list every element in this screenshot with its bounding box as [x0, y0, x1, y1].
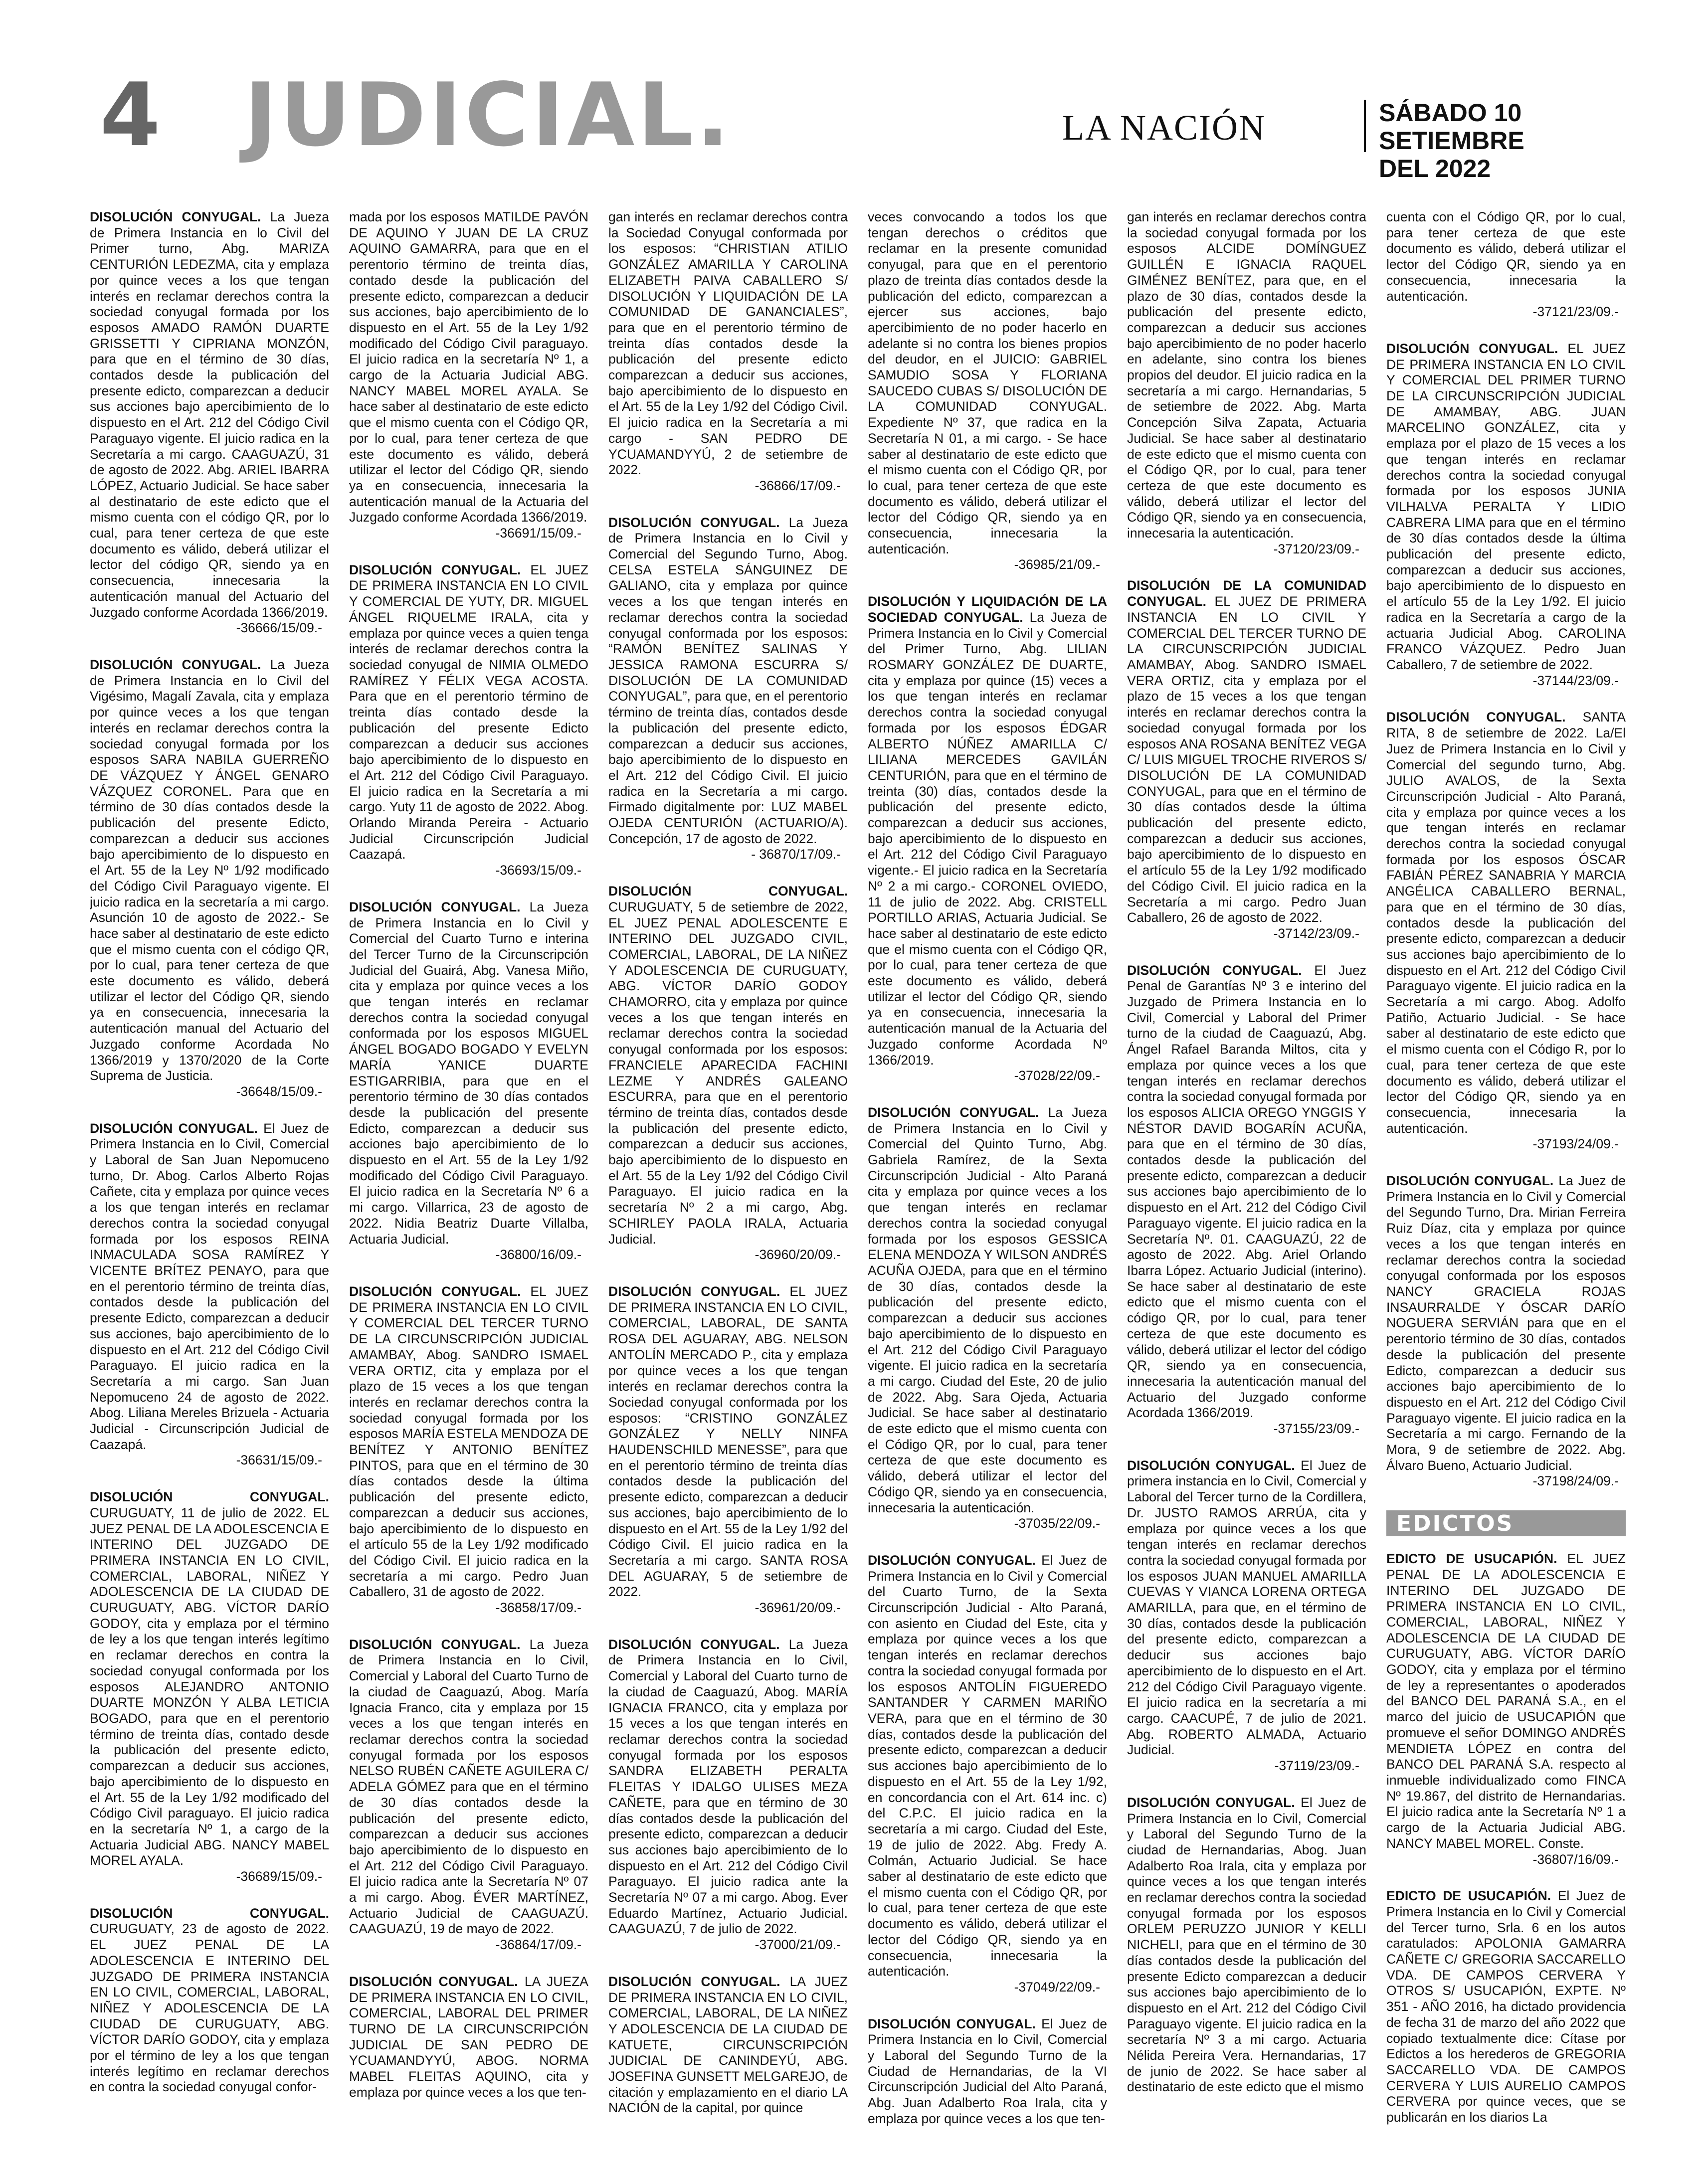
notice-title: DISOLUCIÓN CONYUGAL.	[1386, 710, 1566, 725]
notice-body: La Jueza de Primera Instancia en lo Civil y Comercial del Segundo Turno, Abog. CELSA ESTELA SÁNGUINEZ DE GALIANO, cita y emplaza por quince veces a los que tengan interés en reclamar derechos contra la sociedad conyugal conformada por los esposos: “RAMÓN BENÍTEZ SALINAS Y JESSICA RAMONA ESCURRA S/ DISOLUCIÓN DE LA COMUNIDAD CONYUGAL”, para que, en el perentorio término de treinta días, contados desde la publicación del presente edicto, comparezcan a deducir sus acciones, bajo apercibimiento de lo dispuesto en el Art. 212 del Código Civil. El juicio radica en la Secretaría a mi cargo. Firmado digitalmente por: LUZ MABEL OJEDA CENTURIÓN (ACTUARIO/A). Concepción, 17 de agosto de 2022.	[608, 515, 848, 846]
notice-body: La Jueza de Primera Instancia en lo Civil y Comercial del Cuarto Turno e interina del Tercer Turno de la Circunscripción Judicial del Guairá, Abg. Vanesa Miño, cita y emplaza por quince veces a los que tengan interés en reclamar derechos contra la sociedad conyugal conformada por los esposos MIGUEL ÁNGEL BOGADO BOGADO Y EVELYN MARÍA YANICE DUARTE ESTIGARRIBIA, para que en el perentorio término de 30 días contados desde la publicación del presente Edicto, comparezcan a deducir sus acciones bajo apercibimiento de lo dispuesto en el Art. 55 de la Ley 1/92 modificado del Código Civil Paraguayo. El juicio radica en la Secretaría Nº 6 a mi cargo. Villarrica, 23 de agosto de 2022. Nidia Beatriz Duarte Villalba, Actuaria Judicial.	[349, 899, 588, 1247]
notice-code: -36960/20/09.-	[755, 1247, 841, 1263]
legal-notice	[608, 1637, 848, 1953]
header-divider	[1364, 100, 1366, 152]
notice-code: -37119/23/09.-	[1274, 1758, 1359, 1774]
legal-notice	[90, 209, 329, 636]
notice-title: DISOLUCIÓN CONYUGAL.	[608, 1974, 780, 1989]
notice-title: DISOLUCIÓN CONYUGAL.	[1127, 962, 1302, 978]
legal-notice	[1386, 209, 1626, 320]
notice-code: -36693/15/09.-	[495, 863, 581, 878]
notice-code: -36807/16/09.-	[1532, 1851, 1619, 1867]
notice-title: DISOLUCIÓN CONYUGAL.	[1386, 341, 1558, 356]
legal-notice	[608, 209, 848, 494]
legal-notice	[349, 1637, 588, 1953]
notice-body: El Juez de Primera Instancia en lo Civil y Comercial del Tercer turno, Srla. 6 en los autos caratulados: APOLONIA GAMARRA CAÑETE C/ GREGORIA SACCARELLO VDA. DE CAMPOS CERVERA Y OTROS S/ USUCAPIÓN, EXPTE. Nº 351 - AÑO 2016, ha dictado providencia de fecha 31 de marzo del año 2022 que copiado textualmente dice: Cítase por Edictos a los herederos de GREGORIA SACCARELLO VDA. DE CAMPOS CERVERA Y LUIS AURELIO CAMPOS CERVERA por quince veces, que se publicarán en los diarios La	[1386, 1888, 1626, 2125]
notice-code: -36666/15/09.-	[236, 620, 322, 636]
notice-code: -37155/23/09.-	[1273, 1421, 1359, 1437]
notice-title: DISOLUCIÓN CONYUGAL.	[868, 1104, 1039, 1120]
notice-title: DISOLUCIÓN CONYUGAL.	[1127, 1795, 1295, 1810]
notice-title: DISOLUCIÓN CONYUGAL.	[90, 1905, 329, 1921]
notice-title: DISOLUCIÓN CONYUGAL.	[90, 1489, 329, 1505]
notice-body: La Jueza de Primera Instancia en lo Civil y Comercial del Primer Turno, Abg. LILIAN ROSMARY GONZÁLEZ DE DUARTE, cita y emplaza por quince (15) veces a los que tengan interés en reclamar derechos contra la sociedad conyugal formada por los esposos ÉDGAR ALBERTO NÚÑEZ AMARILLA C/ LILIANA MERCEDES GAVILÁN CENTURIÓN, para que en el término de treinta (30) días, contados desde la publicación del presente edicto, comparezcan a deducir sus acciones, bajo apercibimiento de lo dispuesto en el Art. 212 del Código Civil Paraguayo vigente.- El juicio radica en la Secretaría Nº 2 a mi cargo.- CORONEL OVIEDO, 11 de julio de 2022. Abg. CRISTELL PORTILLO ARIAS, Actuaria Judicial. Se hace saber al destinatario de este edicto que el mismo cuenta con el Código QR, por lo cual, para tener certeza de que este documento es válido, deberá utilizar el lector del Código QR, siendo ya en consecuencia, innecesaria la autenticación manual de la Actuaria del Juzgado conforme Acordada Nº 1366/2019.	[868, 609, 1107, 1068]
notice-body: CURUGUATY, 23 de agosto de 2022. EL JUEZ PENAL DE LA ADOLESCENCIA E INTERINO DEL JUZGADO DE PRIMERA INSTANCIA EN LO CIVIL, COMERCIAL, LABORAL, NIÑEZ Y ADOLESCENCIA DE LA CIUDAD DE CURUGUATY, ABG. VÍCTOR DARÍO GODOY, cita y emplaza por el término de ley a los que tengan interés legítimo en reclamar derechos en contra la sociedad conyugal confor-	[90, 1921, 329, 2095]
legal-notice	[868, 594, 1107, 1084]
notice-code: -36858/17/09.-	[495, 1600, 581, 1616]
notice-title: DISOLUCIÓN CONYUGAL.	[1127, 1457, 1295, 1473]
notice-body: veces convocando a todos los que tengan derechos o créditos que reclamar en la presente comunidad conyugal, para que en el perentorio plazo de treinta días contados desde la publicación del edicto, comparezcan a ejercer sus acciones, bajo apercibimiento de no poder hacerlo en adelante si no contra los bienes propios del deudor, en el JUICIO: GABRIEL SAMUDIO SOSA Y FLORIANA SAUCEDO CUBAS S/ DISOLUCIÓN DE LA COMUNIDAD CONYUGAL. Expediente Nº 37, que radica en la Secretaría N 01, a mi cargo. - Se hace saber al destinatario de este edicto que el mismo cuenta con el Código QR, por lo cual, para tener certeza de que este documento es válido, deberá utilizar el lector del Código QR, siendo ya en consecuencia, innecesaria la autenticación.	[868, 209, 1107, 556]
section-title: JUDICIAL.	[244, 65, 733, 166]
legal-notice	[90, 657, 329, 1100]
notice-body: El Juez Penal de Garantías Nº 3 e interino del Juzgado de Primera Instancia en lo Civil, Comercial y Laboral del Primer turno de la ciudad de Caaguazú, Abg. Ángel Rafael Baranda Miltos, cita y emplaza por quince veces a los que tengan interés en reclamar derechos contra la sociedad conyugal formada por los esposos ALICIA OREGO YNGGIS Y NÉSTOR DAVID BOGARÍN ACUÑA, para que en el término de 30 días, contados desde la publicación del presente edicto, comparezcan a deducir sus acciones bajo apercibimiento de lo dispuesto en el Art. 212 del Código Civil Paraguayo vigente. El juicio radica en la Secretaría Nº. 01. CAAGUAZÚ, 22 de agosto de 2022. Abg. Ariel Orlando Ibarra López. Actuario Judicial (interino). Se hace saber al destinatario de este edicto que el mismo cuenta con el código QR, por lo cual, para tener certeza de que este documento es válido, deberá utilizar el lector del código QR, siendo ya en consecuencia, innecesaria la autenticación manual del Actuario del Juzgado conforme Acordada 1366/2019.	[1127, 962, 1366, 1421]
legal-notice	[1127, 209, 1366, 557]
notice-title: DISOLUCIÓN CONYUGAL.	[90, 657, 261, 672]
notice-code: - 36870/17/09.-	[751, 847, 841, 862]
column-3	[608, 209, 848, 2139]
notice-body: gan interés en reclamar derechos contra la sociedad conyugal formada por los esposos ALCIDE DOMÍNGUEZ GUILLÉN E IGNACIA RAQUEL GIMÉNEZ BENÍTEZ, para que, en el plazo de 30 días, contados desde la publicación del presente edicto, comparezcan a deducir sus acciones bajo apercibimiento de no poder hacerlo en adelante, sino contra los bienes propios del deudor. El juicio radica en la secretaría a mi cargo. Hernandarias, 5 de setiembre de 2022. Abg. Marta Concepción Silva Zapata, Actuaria Judicial. Se hace saber al destinatario de este edicto que el mismo cuenta con el Código QR, por lo cual, para tener certeza de que este documento es válido, deberá utilizar el lector del Código QR, siendo ya en consecuencia, innecesaria la autenticación.	[1127, 209, 1366, 541]
notice-code: -37198/24/09.-	[1532, 1473, 1619, 1489]
column-1	[90, 209, 329, 2139]
column-2	[349, 209, 588, 2139]
notice-code: -37049/22/09.-	[1014, 1979, 1100, 1995]
notice-title: DISOLUCIÓN CONYUGAL.	[868, 2016, 1036, 2031]
notice-code: -37121/23/09.-	[1532, 304, 1619, 320]
page-number: 4	[100, 65, 161, 166]
legal-notice	[1386, 1173, 1626, 1489]
notice-title: DISOLUCIÓN Y LIQUIDACIÓN DE LA SOCIEDAD CONYUGAL.	[868, 594, 1107, 625]
notice-code: -36961/20/09.-	[755, 1600, 841, 1616]
notice-title: DISOLUCIÓN CONYUGAL.	[90, 1120, 258, 1136]
notice-code: -36866/17/09.-	[755, 478, 841, 493]
dateline	[1379, 99, 1536, 182]
legal-notice	[349, 900, 588, 1263]
notice-body: El Juez de Primera Instancia en lo Civil, Comercial y Laboral de San Juan Nepomuceno turno, Dr. Abog. Carlos Alberto Rojas Cañete, cita y emplaza por quince veces a los que tengan interés en reclamar derechos contra la sociedad conyugal formada por los esposos REINA INMACULADA SOSA RAMÍREZ Y VICENTE BRÍTEZ PENAYO, para que en el perentorio término de treinta días, contados desde la publicación del presente Edicto, comparezcan a deducir sus acciones, bajo apercibimiento de lo dispuesto en el Art. 212 del Código Civil Paraguayo. El juicio radica en la Secretaría a mi cargo. San Juan Nepomuceno 24 de agosto de 2022. Abog. Liliana Mereles Brizuela - Actuaria Judicial - Circunscripción Judicial de Caazapá.	[90, 1120, 329, 1452]
notice-body: CURUGUATY, 5 de setiembre de 2022, EL JUEZ PENAL ADOLESCENTE E INTERINO DEL JUZGADO CIVIL, COMERCIAL, LABORAL, DE LA NIÑEZ Y ADOLESCENCIA DE CURUGUATY, ABG. VÍCTOR DARÍO GODOY CHAMORRO, cita y emplaza por quince veces a los que tengan interés en reclamar derechos contra la sociedad conyugal conformada por los esposos: FRANCIELE APARECIDA FACHINI LEZME Y ANDRÉS GALEANO ESCURRA, para que en el perentorio término de treinta días, contados desde la publicación del presente edicto, comparezcan a deducir sus acciones, bajo apercibimiento de lo dispuesto en el Art. 55 de la Ley 1/92 del Código Civil Paraguayo. El juicio radica en la secretaría Nº 2 a mi cargo, Abg. SCHIRLEY PAOLA IRALA, Actuaria Judicial.	[608, 899, 848, 1247]
legal-notice	[1127, 963, 1366, 1437]
notice-body: EL JUEZ PENAL DE LA ADOLESCENCIA E INTERINO DEL JUZGADO DE PRIMERA INSTANCIA EN LO CIVIL, COMERCIAL, LABORAL, NIÑEZ Y ADOLESCENCIA DE LA CIUDAD DE CURUGUATY, ABG. VÍCTOR DARÍO GODOY, cita y emplaza por el término de ley a representantes o apoderados del BANCO DEL PARANÁ S.A., en el marco del juicio de USUCAPIÓN que promueve el señor DOMINGO ANDRÉS MENDIETA LÓPEZ en contra del BANCO DEL PARANÁ S.A. respecto al inmueble individualizado como FINCA Nº 19.867, del distrito de Hernandarias. El juicio radica ante la Secretaría Nº 1 a cargo de la Actuaria Judicial ABG. NANCY MABEL MOREL. Conste.	[1386, 1551, 1626, 1851]
notice-body: LA JUEZ DE PRIMERA INSTANCIA EN LO CIVIL, COMERCIAL, LABORAL, DE LA NIÑEZ Y ADOLESCENCIA DE LA CIUDAD DE KATUETE, CIRCUNSCRIPCIÓN JUDICIAL DE CANINDEYÚ, ABG. JOSEFINA GUNSETT MELGAREJO, de citación y emplazamiento en el diario LA NACIÓN de la capital, por quince	[608, 1974, 848, 2116]
notice-body: EL JUEZ DE PRIMERA INSTANCIA EN LO CIVIL Y COMERCIAL DE YUTY, DR. MIGUEL ÁNGEL RIQUELME IRALA, cita y emplaza por quince veces a quien tenga interés de reclamar derechos contra la sociedad conyugal de NIMIA OLMEDO RAMÍREZ Y FÉLIX VEGA ACOSTA. Para que en el perentorio término de treinta días contado desde la publicación del presente Edicto comparezcan a deducir sus acciones bajo apercibimiento de lo dispuesto en el Art. 212 del Código Civil Paraguayo. El juicio radica en la Secretaría a mi cargo. Yuty 11 de agosto de 2022. Abog. Orlando Miranda Pereira - Actuario Judicial Circunscripción Judicial Caazapá.	[349, 562, 588, 862]
legal-notice	[1386, 341, 1626, 689]
column-6	[1386, 209, 1626, 2139]
notice-title: DISOLUCIÓN CONYUGAL.	[349, 1974, 518, 1989]
legal-notice	[349, 1974, 588, 2101]
notice-body: gan interés en reclamar derechos contra la Sociedad Conyugal conformada por los esposos: “CHRISTIAN ATILIO GONZÁLEZ AMARILLA Y CAROLINA ELIZABETH PAIVA CABALLERO S/ DISOLUCIÓN Y LIQUIDACIÓN DE LA COMUNIDAD DE GANANCIALES”, para que en el perentorio término de treinta días contados desde la publicación del presente edicto comparezcan a deducir sus acciones, bajo apercibimiento de lo dispuesto en el Art. 55 de la Ley 1/92 del Código Civil. El juicio radica en la Secretaría a mi cargo - SAN PEDRO DE YCUAMANDYYÚ, 2 de setiembre de 2022.	[608, 209, 848, 478]
legal-notice	[1127, 1795, 1366, 2095]
notice-code: -37000/21/09.-	[755, 1937, 841, 1953]
legal-notice	[90, 1489, 329, 1885]
legal-notice	[349, 209, 588, 542]
notice-body: mada por los esposos MATILDE PAVÓN DE AQUINO Y JUAN DE LA CRUZ AQUINO GAMARRA, para que en el perentorio término de treinta días, contado desde la publicación del presente edicto, comparezcan a deducir sus acciones, bajo apercibimiento de lo dispuesto en el Art. 55 de la Ley 1/92 modificado del Código Civil paraguayo. El juicio radica en la secretaría Nº 1, a cargo de la Actuaria Judicial ABG. NANCY MABEL MOREL AYALA. Se hace saber al destinatario de este edicto que el mismo cuenta con el Código QR, por lo cual, para tener certeza de que este documento es válido, deberá utilizar el lector del Código QR, siendo ya en consecuencia, innecesaria la autenticación manual de la Actuaria del Juzgado conforme Acordada 1366/2019.	[349, 209, 588, 525]
notice-title: DISOLUCIÓN CONYUGAL.	[608, 515, 780, 530]
notice-body: La Jueza de Primera Instancia en lo Civil y Comercial del Quinto Turno, Abg. Gabriela Ramírez, de la Sexta Circunscripción Judicial - Alto Paraná cita y emplaza por quince veces a los que tengan interés en reclamar derechos contra la sociedad conyugal formada por los esposos GESSICA ELENA MENDOZA Y WILSON ANDRÉS ACUÑA OJEDA, para que en el término de 30 días, contados desde la publicación del presente edicto, comparezcan a deducir sus acciones bajo apercibimiento de lo dispuesto en el Art. 212 del Código Civil Paraguayo vigente. El juicio radica en la secretaría a mi cargo. Ciudad del Este, 20 de julio de 2022. Abg. Sara Ojeda, Actuaria Judicial. Se hace saber al destinatario de este edicto que el mismo cuenta con el Código QR, por lo cual, para tener certeza de que este documento es válido, deberá utilizar el lector del Código QR, siendo ya en consecuencia, innecesaria la autenticación.	[868, 1104, 1107, 1515]
notice-code: -37193/24/09.-	[1532, 1136, 1619, 1152]
section-bar-edictos: EDICTOS	[1386, 1510, 1626, 1536]
masthead	[90, 65, 1536, 182]
legal-notice	[608, 1974, 848, 2116]
notice-code: -36985/21/09.-	[1014, 557, 1100, 572]
notice-title: DISOLUCIÓN CONYUGAL.	[90, 209, 261, 224]
notice-title: EDICTO DE USUCAPIÓN.	[1386, 1551, 1557, 1567]
notice-body: El Juez de Primera Instancia en lo Civil y Comercial del Cuarto Turno, de la Sexta Circunscripción Judicial - Alto Paraná, con asiento en Ciudad del Este, cita y emplaza por quince veces a los que tengan interés en reclamar derechos contra la sociedad conyugal formada por los esposos ANTOLÍN FIGUEREDO SANTANDER Y CARMEN MARIÑO VERA, para que en el término de 30 días, contados desde la publicación del presente edicto, comparezcan a deducir sus acciones bajo apercibimiento de lo dispuesto en el Art. 55 de la Ley 1/92, en concordancia con el Art. 614 inc. c) del C.P.C. El juicio radica en la secretaría a mi cargo. Ciudad del Este, 19 de julio de 2022. Abg. Fredy A. Colmán, Actuario Judicial. Se hace saber al destinatario de este edicto que el mismo cuenta con el Código QR, por lo cual, para tener certeza de que este documento es válido, deberá utilizar el lector del Código QR, siendo ya en consecuencia, innecesaria la autenticación.	[868, 1552, 1107, 1979]
notice-body: La Jueza de Primera Instancia en lo Civil del Vigésimo, Magalí Zavala, cita y emplaza por quince veces a los que tengan interés en reclamar derechos contra la sociedad conyugal formada por los esposos SARA NABILA GUERREÑO DE VÁZQUEZ Y ÁNGEL GENARO VÁZQUEZ CORONEL. Para que en término de 30 días contados desde la publicación del presente Edicto, comparezcan a deducir sus acciones bajo apercibimiento de lo dispuesto en el Art. 55 de la Ley Nº 1/92 modificado del Código Civil Paraguayo vigente. El juicio radica en la secretaría a mi cargo. Asunción 10 de agosto de 2022.- Se hace saber al destinatario de este edicto que el mismo cuenta con el código QR, por lo cual, para tener certeza de que este documento es válido, deberá utilizar el lector del Código QR, siendo ya en consecuencia, innecesaria la autenticación manual del Actuario del Juzgado conforme Acordada No 1366/2019 y 1370/2020 de la Corte Suprema de Justicia.	[90, 657, 329, 1084]
notice-title: DISOLUCIÓN CONYUGAL.	[349, 1636, 521, 1652]
notice-body: El Juez de primera instancia en lo Civil, Comercial y Laboral del Tercer turno de la Cordillera, Dr. JUSTO RAMOS ARRÚA, cita y emplaza por quince veces a los que tengan interés en reclamar derechos contra la sociedad conyugal formada por los esposos JUAN MANUEL AMARILLA CUEVAS Y VIANCA LORENA ORTEGA AMARILLA, para que, en el término de 30 días, contados desde la publicación del presente edicto, comparezcan a deducir sus acciones bajo apercibimiento de lo dispuesto en el Art. 212 del Código Civil Paraguayo vigente. El juicio radica en la secretaría a mi cargo. CAACUPÉ, 7 de julio de 2021. Abg. ROBERTO ALMADA, Actuario Judicial.	[1127, 1457, 1366, 1758]
notice-title: DISOLUCIÓN CONYUGAL.	[1386, 1173, 1554, 1189]
legal-notice	[349, 1284, 588, 1616]
legal-notice	[349, 562, 588, 879]
dateline-date: SETIEMBRE DEL 2022	[1379, 127, 1524, 182]
legal-notice	[1127, 578, 1366, 941]
legal-notice	[608, 884, 848, 1263]
dateline-day: SÁBADO 10	[1379, 99, 1522, 127]
notice-code: -36689/15/09.-	[236, 1869, 322, 1884]
notice-body: La Juez de Primera Instancia en lo Civil y Comercial del Segundo Turno, Dra. Mirian Ferreira Ruiz Díaz, cita y emplaza por quince veces a los que tengan interés en reclamar derechos contra la sociedad conyugal conformada por los esposos NANCY GRACIELA ROJAS INSAURRALDE Y ÓSCAR DARÍO NOGUERA SERVIÁN para que en el perentorio término de 30 días, contados desde la publicación del presente Edicto, comparezcan a deducir sus acciones bajo apercibimiento de lo dispuesto en el Art. 212 del Código Civil Paraguayo vigente. El juicio radica en la Secretaría a mi cargo. Fernando de la Mora, 9 de setiembre de 2022. Abg. Álvaro Bueno, Actuario Judicial.	[1386, 1173, 1626, 1473]
notice-body: EL JUEZ DE PRIMERA INSTANCIA EN LO CIVIL Y COMERCIAL DEL PRIMER TURNO DE LA CIRCUNSCRIPCIÓN JUDICIAL DE AMAMBAY, ABG. JUAN MARCELINO GONZÁLEZ, cita y emplaza por el plazo de 15 veces a los que tengan interés en reclamar derechos contra la sociedad conyugal formada por los esposos JUNIA VILHALVA PERALTA Y LIDIO CABRERA LIMA para que en el término de 30 días contados desde la última publicación del presente edicto, comparezcan a deducir sus acciones, bajo apercibimiento de lo dispuesto en el artículo 55 de la Ley 1/92. El juicio radica en la Secretaría a cargo de la actuaria Judicial Abog. CAROLINA FRANCO VÁZQUEZ. Pedro Juan Caballero, 7 de setiembre de 2022.	[1386, 341, 1626, 672]
notice-body: SANTA RITA, 8 de setiembre de 2022. La/El Juez de Primera Instancia en lo Civil y Comercial del segundo turno, Abg. JULIO AVALOS, de la Sexta Circunscripción Judicial - Alto Paraná, cita y emplaza por quince veces a los que tengan interés en reclamar derechos contra la sociedad conyugal formada por los esposos ÓSCAR FABIÁN PÉREZ SANABRIA Y MARCIA ANGÉLICA CABALLERO BERNAL, para que en el término de 30 días, contados desde la publicación del presente edicto, comparezcan a deducir sus acciones bajo apercibimiento de lo dispuesto en el Art. 212 del Código Civil Paraguayo vigente. El juicio radica en la Secretaría a mi cargo. Abog. Adolfo Patiño, Actuario Judicial. - Se hace saber al destinatario de este edicto que el mismo cuenta con el Código R, por lo cual, para tener certeza de que este documento es válido, deberá utilizar el lector del Código QR, siendo ya en consecuencia, innecesaria la autenticación.	[1386, 710, 1626, 1136]
legal-notice	[868, 1553, 1107, 1996]
legal-notice	[90, 1906, 329, 2095]
notice-body: cuenta con el Código QR, por lo cual, para tener certeza de que este documento es válido, deberá utilizar el lector del Código QR, siendo ya en consecuencia, innecesaria la autenticación.	[1386, 209, 1626, 304]
notice-body: La Jueza de Primera Instancia en lo Civil, Comercial y Laboral del Cuarto turno de la ciudad de Caaguazú, Abog. MARÍA IGNACIA FRANCO, cita y emplaza por 15 veces a los que tengan interés en reclamar derechos contra la sociedad conyugal formada por los esposos SANDRA ELIZABETH PERALTA FLEITAS Y IDALGO ULISES MEZA CAÑETE, para que en término de 30 días contados desde la publicación del presente edicto, comparezcan a deducir sus acciones bajo apercibimiento de lo dispuesto en el Art. 212 del Código Civil Paraguayo. El juicio radica ante la Secretaría Nº 07 a mi cargo. Abog. Ever Eduardo Martínez, Actuario Judicial. CAAGUAZÚ, 7 de julio de 2022.	[608, 1636, 848, 1937]
legal-notice	[868, 2016, 1107, 2127]
notice-body: EL JUEZ DE PRIMERA INSTANCIA EN LO CIVIL Y COMERCIAL DEL TERCER TURNO DE LA CIRCUNSCRIPCIÓN JUDICIAL AMAMBAY, Abog. SANDRO ISMAEL VERA ORTIZ, cita y emplaza por el plazo de 15 veces a los que tengan interés en reclamar derechos contra la sociedad conyugal formada por los esposos MARÍA ESTELA MENDOZA DE BENÍTEZ Y ANTONIO BENÍTEZ PINTOS, para que en el término de 30 días contados desde la última publicación del presente edicto, comparezcan a deducir sus acciones, bajo apercibimiento de lo dispuesto en el artículo 55 de la Ley 1/92 modificado del Código Civil. El juicio radica en la secretaría a mi cargo. Pedro Juan Caballero, 31 de agosto de 2022.	[349, 1284, 588, 1600]
notice-title: DISOLUCIÓN CONYUGAL.	[868, 1552, 1036, 1568]
notice-code: -37120/23/09.-	[1273, 541, 1359, 556]
legal-notice	[1127, 1458, 1366, 1774]
notice-code: -37142/23/09.-	[1273, 925, 1359, 941]
notice-body: El Juez de Primera Instancia en lo Civil, Comercial y Laboral del Segundo Turno de la Ciudad de Hernandarias, de la VI Circunscripción Judicial del Alto Paraná, Abg. Juan Adalberto Roa Irala, cita y emplaza por quince veces a los que ten-	[868, 2016, 1107, 2126]
notice-title: DISOLUCIÓN CONYUGAL.	[349, 1284, 521, 1299]
notice-body: EL JUEZ DE PRIMERA INSTANCIA EN LO CIVIL Y COMERCIAL DEL TERCER TURNO DE LA CIRCUNSCRIPCIÓN JUDICIAL AMAMBAY, Abog. SANDRO ISMAEL VERA ORTIZ, cita y emplaza por el plazo de 15 veces a los que tengan interés en reclamar derechos contra la sociedad conyugal formada por los esposos ANA ROSANA BENÍTEZ VEGA C/ LUIS MIGUEL TROCHE RIVEROS S/ DISOLUCIÓN DE LA COMUNIDAD CONYUGAL, para que en el término de 30 días contados desde la última publicación del presente edicto, comparezcan a deducir sus acciones, bajo apercibimiento de lo dispuesto en el artículo 55 de la Ley 1/92 modificado del Código Civil. El juicio radica en la Secretaría a mi cargo. Pedro Juan Caballero, 26 de agosto de 2022.	[1127, 594, 1366, 925]
notice-code: -36864/17/09.-	[495, 1937, 581, 1953]
legal-notice	[1386, 1888, 1626, 2126]
notice-body: EL JUEZ DE PRIMERA INSTANCIA EN LO CIVIL, COMERCIAL, LABORAL, DE SANTA ROSA DEL AGUARAY, ABG. NELSON ANTOLÍN MERCADO P., cita y emplaza por quince veces a los que tengan interés en reclamar derechos contra la Sociedad conyugal conformada por los esposos: “CRISTINO GONZÁLEZ GONZÁLEZ Y NELLY NINFA HAUDENSCHILD MENESSE”, para que en el perentorio término de treinta días contados desde la publicación del presente edicto, comparezcan a deducir sus acciones, bajo apercibimiento de lo dispuesto en el Art. 55 de la Ley 1/92 del Código Civil. El juicio radica en la Secretaría a mi cargo. SANTA ROSA DEL AGUARAY, 5 de setiembre de 2022.	[608, 1284, 848, 1600]
notice-code: -36691/15/09.-	[495, 526, 581, 541]
notice-code: -36631/15/09.-	[236, 1453, 322, 1468]
notice-title: EDICTO DE USUCAPIÓN.	[1386, 1888, 1551, 1904]
notice-title: DISOLUCIÓN CONYUGAL.	[608, 1636, 780, 1652]
legal-notice	[90, 1121, 329, 1468]
notice-title: DISOLUCIÓN DE LA COMUNIDAD CONYUGAL.	[1127, 578, 1366, 609]
notice-title: DISOLUCIÓN CONYUGAL.	[349, 899, 521, 914]
notice-body: CURUGUATY, 11 de julio de 2022. EL JUEZ PENAL DE LA ADOLESCENCIA E INTERINO DEL JUZGADO DE PRIMERA INSTANCIA EN LO CIVIL, COMERCIAL, LABORAL, NIÑEZ Y ADOLESCENCIA DE LA CIUDAD DE CURUGUATY, ABG. VÍCTOR DARÍO GODOY, cita y emplaza por el término de ley a los que tengan interés legítimo en reclamar derechos en contra la sociedad conyugal conformada por los esposos ALEJANDRO ANTONIO DUARTE MONZÓN Y ALBA LETICIA BOGADO, para que en el perentorio término de treinta días, contado desde la publicación del presente edicto, comparezcan a deducir sus acciones, bajo apercibimiento de lo dispuesto en el Art. 55 de la Ley 1/92 modificado del Código Civil paraguayo. El juicio radica en la secretaría Nº 1, a cargo de la Actuaria Judicial ABG. NANCY MABEL MOREL AYALA.	[90, 1505, 329, 1868]
legal-notice	[1386, 1551, 1626, 1867]
column-5	[1127, 209, 1366, 2139]
notice-body: El Juez de Primera Instancia en lo Civil, Comercial y Laboral del Segundo Turno de la ciudad de Hernandarias, Abog. Juan Adalberto Roa Irala, cita y emplaza por quince veces a los que tengan interés en reclamar derechos contra la sociedad conyugal formada por los esposos ORLEM PERUZZO JUNIOR Y KELLI NICHELI, para que en el término de 30 días contados desde la publicación del presente Edicto comparezcan a deducir sus acciones bajo apercibimiento de lo dispuesto en el Art. 212 del Código Civil Paraguayo vigente. El juicio radica en la secretaría Nº 3 a mi cargo. Actuaria Nélida Pereira Vera. Hernandarias, 17 de junio de 2022. Se hace saber al destinatario de este edicto que el mismo	[1127, 1795, 1366, 2095]
notice-title: DISOLUCIÓN CONYUGAL.	[349, 562, 521, 577]
notice-code: -36648/15/09.-	[236, 1084, 322, 1099]
legal-notice	[1386, 710, 1626, 1152]
legal-notice	[608, 515, 848, 863]
notice-body: La Jueza de Primera Instancia en lo Civil del Primer turno, Abg. MARIZA CENTURIÓN LEDEZMA, cita y emplaza por quince veces a los que tengan interés en reclamar derechos contra la sociedad conyugal formada por los esposos AMADO RAMÓN DUARTE GRISSETTI Y CIPRIANA MONZÓN, para que en el término de 30 días, contados desde la publicación del presente edicto, comparezcan a deducir sus acciones bajo apercibimiento de lo dispuesto en el Art. 212 del Código Civil Paraguayo vigente. El juicio radica en la Secretaría a mi cargo. CAAGUAZÚ, 31 de agosto de 2022. Abg. ARIEL IBARRA LÓPEZ, Actuario Judicial. Se hace saber al destinatario de este edicto que el mismo cuenta con el código QR, por lo cual, para tener certeza de que este documento es válido, deberá utilizar el lector del código QR, siendo ya en consecuencia, innecesaria la autenticación manual del Actuario del Juzgado conforme Acordada 1366/2019.	[90, 209, 329, 620]
notice-title: DISOLUCIÓN CONYUGAL.	[608, 884, 848, 899]
newspaper-name: LA NACIÓN	[1062, 108, 1266, 148]
legal-notice	[868, 1105, 1107, 1532]
column-4	[868, 209, 1107, 2139]
notice-code: -37028/22/09.-	[1014, 1068, 1100, 1084]
legal-notice	[868, 209, 1107, 573]
legal-notice	[608, 1284, 848, 1616]
notice-body: La Jueza de Primera Instancia en lo Civil, Comercial y Laboral del Cuarto Turno de la ciudad de Caaguazú, Abog. María Ignacia Franco, cita y emplaza por 15 veces a los que tengan interés en reclamar derechos contra la sociedad conyugal formada por los esposos NELSO RUBÉN CAÑETE AGUILERA C/ ADELA GÓMEZ para que en el término de 30 días contados desde la publicación del presente edicto, comparezcan a deducir sus acciones bajo apercibimiento de lo dispuesto en el Art. 212 del Código Civil Paraguayo. El juicio radica ante la Secretaría Nº 07 a mi cargo. Abog. ÉVER MARTÍNEZ, Actuario Judicial de CAAGUAZÚ. CAAGUAZÚ, 19 de mayo de 2022.	[349, 1636, 588, 1937]
notice-columns	[90, 209, 1626, 2139]
notice-code: -37035/22/09.-	[1014, 1516, 1100, 1531]
notice-title: DISOLUCIÓN CONYUGAL.	[608, 1284, 780, 1299]
notice-code: -36800/16/09.-	[495, 1247, 581, 1263]
notice-body: LA JUEZA DE PRIMERA INSTANCIA EN LO CIVIL, COMERCIAL, LABORAL DEL PRIMER TURNO DE LA CIRCUNSCRIPCIÓN JUDICIAL DE SAN PEDRO DE YCUAMANDYYÚ, ABOG. NORMA MABEL FLEITAS AQUINO, cita y emplaza por quince veces a los que ten-	[349, 1974, 588, 2100]
notice-code: -37144/23/09.-	[1532, 673, 1619, 688]
